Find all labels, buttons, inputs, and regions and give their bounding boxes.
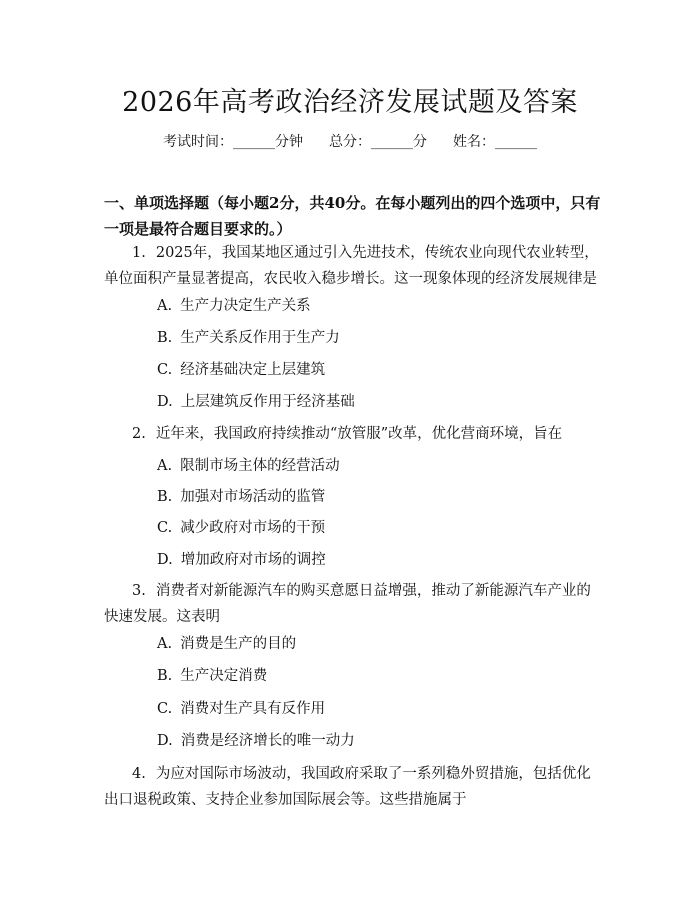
question-text: 为应对国际市场波动，我国政府采取了一系列稳外贸措施，包括优化出口退税政策、支持企业参加国际展会等。这些措施属于 xyxy=(104,766,591,808)
question-text: 2025年，我国某地区通过引入先进技术，传统农业向现代农业转型，单位面积产量显著提高，农民收入稳步增长。这一现象体现的经济发展规律是 xyxy=(104,245,599,287)
option-text: 经济基础决定上层建筑 xyxy=(180,362,326,378)
option-letter: D. xyxy=(157,733,173,749)
question-text: 消费者对新能源汽车的购买意愿日益增强，推动了新能源汽车产业的快速发展。这表明 xyxy=(104,583,591,625)
question-2-option-a xyxy=(157,456,340,476)
question-3-option-c xyxy=(157,699,325,719)
exam-time-field: 考试时间：______分钟 xyxy=(163,134,303,150)
total-score-field: 总分：______分 xyxy=(329,134,427,150)
page-title: 2026年高考政治经济发展试题及答案 xyxy=(122,87,578,118)
option-letter: B. xyxy=(157,330,173,346)
option-letter: A. xyxy=(157,298,173,314)
question-4-stem xyxy=(104,761,602,813)
option-letter: C. xyxy=(157,701,173,717)
option-letter: B. xyxy=(157,489,173,505)
question-number: 1. xyxy=(132,245,146,261)
question-2-stem xyxy=(104,421,602,447)
option-text: 消费是生产的目的 xyxy=(180,636,297,652)
question-2-option-c xyxy=(157,518,325,538)
question-1-option-d xyxy=(157,392,355,412)
option-text: 增加政府对市场的调控 xyxy=(180,552,326,568)
option-text: 减少政府对市场的干预 xyxy=(180,520,326,536)
question-1-stem xyxy=(104,240,602,292)
student-name-field: 姓名：______ xyxy=(453,134,537,150)
option-text: 生产决定消费 xyxy=(180,668,268,684)
question-2-option-d xyxy=(157,550,326,570)
question-text: 近年来，我国政府持续推动“放管服”改革，优化营商环境，旨在 xyxy=(155,426,563,442)
option-text: 消费是经济增长的唯一动力 xyxy=(180,733,355,749)
option-letter: B. xyxy=(157,668,173,684)
option-text: 上层建筑反作用于经济基础 xyxy=(180,394,355,410)
option-text: 消费对生产具有反作用 xyxy=(180,701,326,717)
option-text: 限制市场主体的经营活动 xyxy=(180,458,340,474)
question-3-option-d xyxy=(157,731,355,751)
option-text: 生产关系反作用于生产力 xyxy=(180,330,340,346)
option-letter: C. xyxy=(157,362,173,378)
question-3-stem xyxy=(104,578,602,630)
question-3-option-a xyxy=(157,634,296,654)
option-letter: C. xyxy=(157,520,173,536)
question-1-option-a xyxy=(157,296,311,316)
question-1-option-b xyxy=(157,328,340,348)
option-letter: A. xyxy=(157,458,173,474)
option-text: 加强对市场活动的监管 xyxy=(180,489,326,505)
option-text: 生产力决定生产关系 xyxy=(180,298,311,314)
question-number: 4. xyxy=(132,766,146,782)
option-letter: A. xyxy=(157,636,173,652)
question-1-option-c xyxy=(157,360,325,380)
question-number: 3. xyxy=(132,583,146,599)
question-3-option-b xyxy=(157,666,267,686)
option-letter: D. xyxy=(157,552,173,568)
option-letter: D. xyxy=(157,394,173,410)
exam-info-line xyxy=(0,131,700,151)
question-number: 2. xyxy=(132,426,146,442)
section-heading: 一、单项选择题（每小题2分，共40分。在每小题列出的四个选项中，只有一项是最符合题目要求的。） xyxy=(104,194,601,238)
question-2-option-b xyxy=(157,487,325,507)
